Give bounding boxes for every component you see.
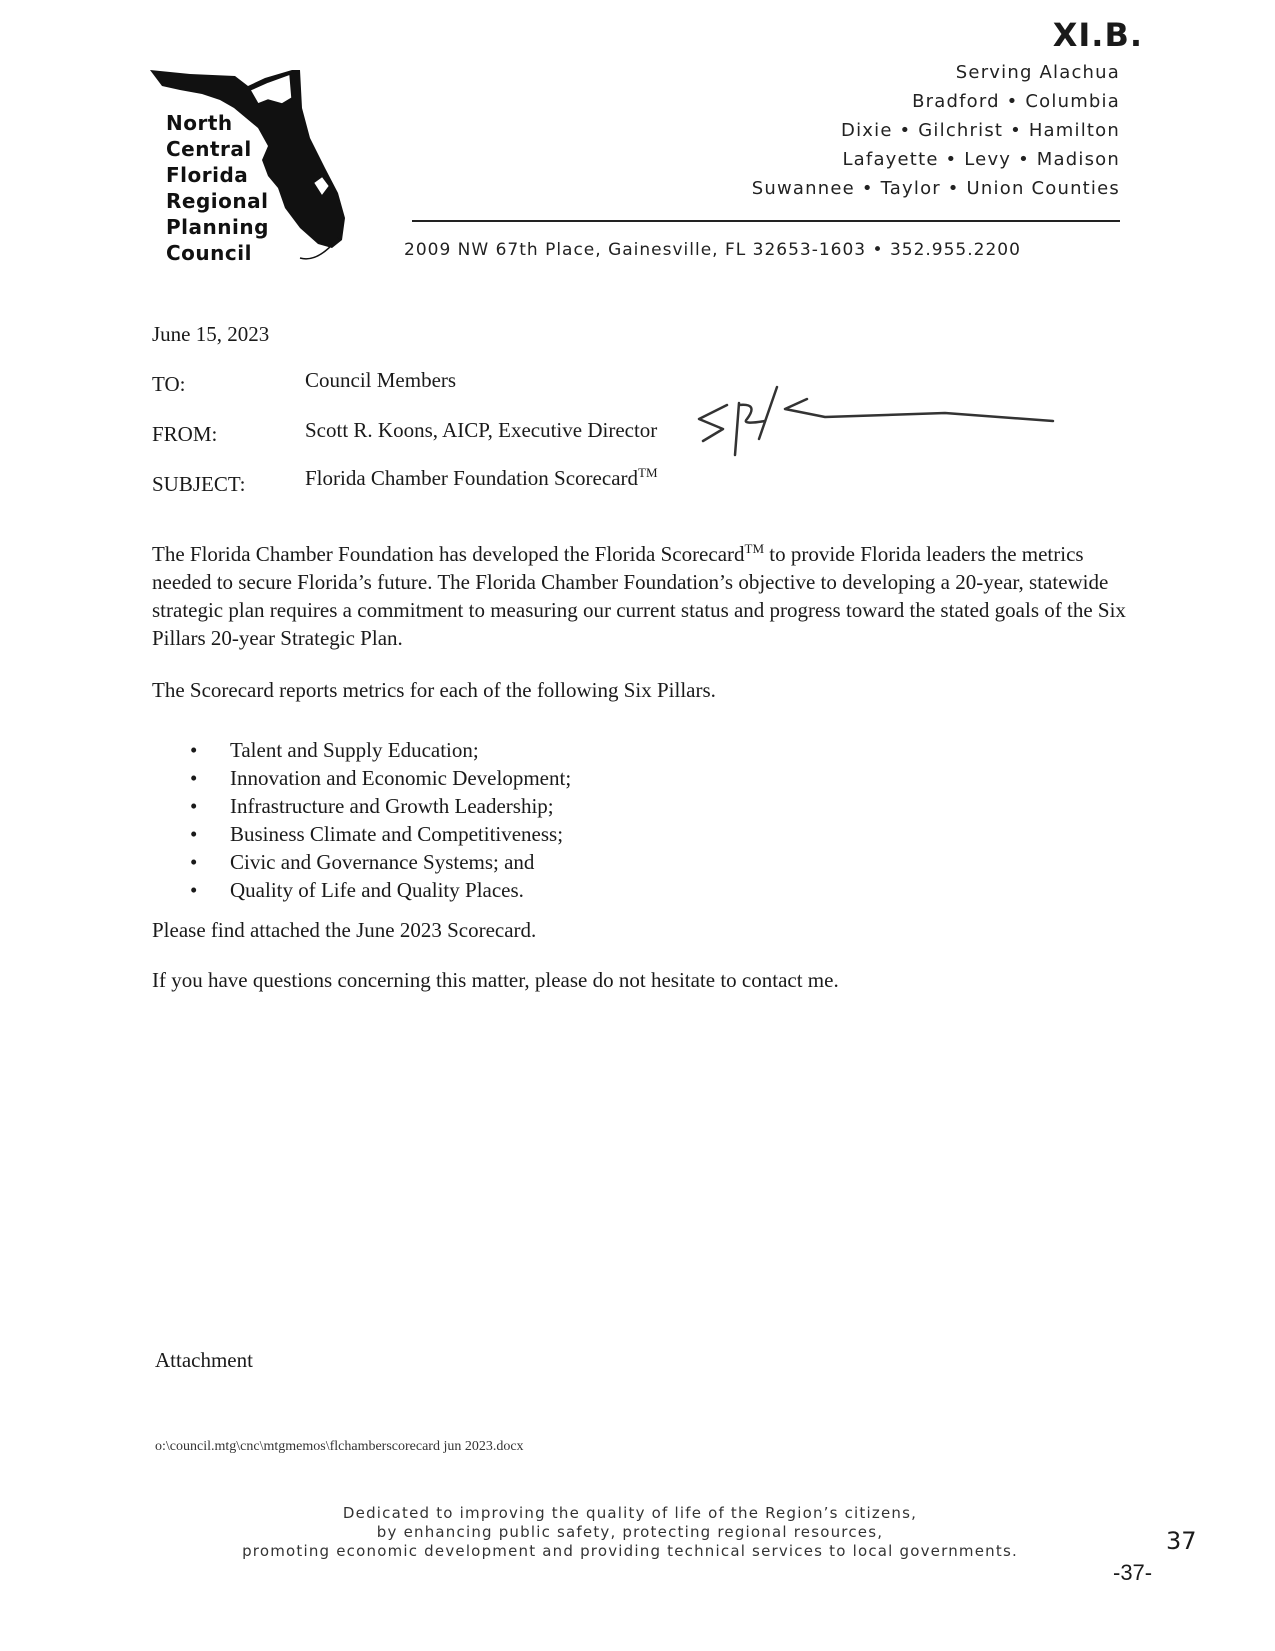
to-value: Council Members — [305, 368, 457, 392]
footer-mission — [150, 1504, 1110, 1561]
contact-note: If you have questions concerning this matter, please do not hesitate to contact me. — [152, 968, 839, 992]
subject-label: SUBJECT: — [152, 472, 246, 496]
council-address: 2009 NW 67th Place, Gainesville, FL 32653-1603 • 352.955.2200 — [404, 240, 1021, 260]
from-value: Scott R. Koons, AICP, Executive Director — [305, 418, 658, 442]
county-line: Bradford • Columbia — [912, 91, 1120, 112]
page-number: -37- — [1113, 1560, 1153, 1585]
served-counties — [752, 58, 1120, 203]
bullet: • — [190, 794, 198, 818]
header-divider — [412, 220, 1120, 222]
list-item — [190, 820, 571, 848]
org-line: Florida — [166, 163, 249, 187]
list-item — [190, 848, 571, 876]
organization-name — [166, 110, 269, 266]
county-line: Dixie • Gilchrist • Hamilton — [841, 120, 1120, 141]
subject-value — [305, 466, 658, 491]
pillar-text: Business Climate and Competitiveness; — [230, 822, 564, 846]
pillar-text: Infrastructure and Growth Leadership; — [230, 794, 554, 818]
pillar-text: Civic and Governance Systems; and — [230, 850, 535, 874]
pillar-text: Quality of Life and Quality Places. — [230, 878, 524, 902]
bullet: • — [190, 766, 198, 790]
bullet: • — [190, 738, 198, 762]
org-line: Council — [166, 241, 252, 265]
trademark-mark: TM — [744, 541, 765, 556]
pillars-list — [190, 736, 571, 904]
intro-text-b: to provide Florida leaders the metrics needed to secure Florida’s future. The Florida Chamber Foundation’s objective to developing a 20-year, statewide strategic plan requires a commitment to measuring our current status and progress toward the stated goals of the Six Pillars 20-year Strategic Plan. — [152, 542, 1126, 650]
list-item — [190, 764, 571, 792]
footer-line: Dedicated to improving the quality of life of the Region’s citizens, — [342, 1504, 918, 1522]
pillars-intro: The Scorecard reports metrics for each of the following Six Pillars. — [152, 678, 716, 702]
page-number-stamp: 37 — [1166, 1527, 1197, 1555]
list-item — [190, 736, 571, 764]
county-line: Suwannee • Taylor • Union Counties — [751, 178, 1120, 199]
org-line: Central — [166, 137, 252, 161]
agenda-code: XI.B. — [1052, 16, 1143, 54]
pillar-text: Talent and Supply Education; — [230, 738, 479, 762]
file-path: o:\council.mtg\cnc\mtgmemos\flchamberscorecard jun 2023.docx — [155, 1439, 524, 1454]
signature-mark — [695, 383, 1065, 463]
list-item — [190, 792, 571, 820]
from-label: FROM: — [152, 422, 218, 446]
list-item — [190, 876, 571, 904]
attachment-note: Please find attached the June 2023 Scorecard. — [152, 918, 537, 942]
subject-text: Florida Chamber Foundation Scorecard — [305, 466, 639, 490]
org-line: Planning — [166, 215, 269, 239]
county-line: Lafayette • Levy • Madison — [842, 149, 1120, 170]
footer-line: promoting economic development and providing technical services to local governments. — [242, 1542, 1018, 1560]
org-line: Regional — [166, 189, 269, 213]
trademark-mark: TM — [638, 465, 658, 480]
to-label: TO: — [152, 372, 186, 396]
pillar-text: Innovation and Economic Development; — [230, 766, 572, 790]
intro-paragraph — [152, 540, 1127, 652]
county-line: Serving Alachua — [955, 62, 1120, 83]
footer-line: by enhancing public safety, protecting regional resources, — [376, 1523, 884, 1541]
memo-date: June 15, 2023 — [152, 322, 270, 346]
bullet: • — [190, 822, 198, 846]
org-line: North — [166, 111, 233, 135]
intro-text-a: The Florida Chamber Foundation has developed the Florida Scorecard — [152, 542, 745, 566]
bullet: • — [190, 878, 198, 902]
attachment-label: Attachment — [155, 1348, 253, 1372]
bullet: • — [190, 850, 198, 874]
